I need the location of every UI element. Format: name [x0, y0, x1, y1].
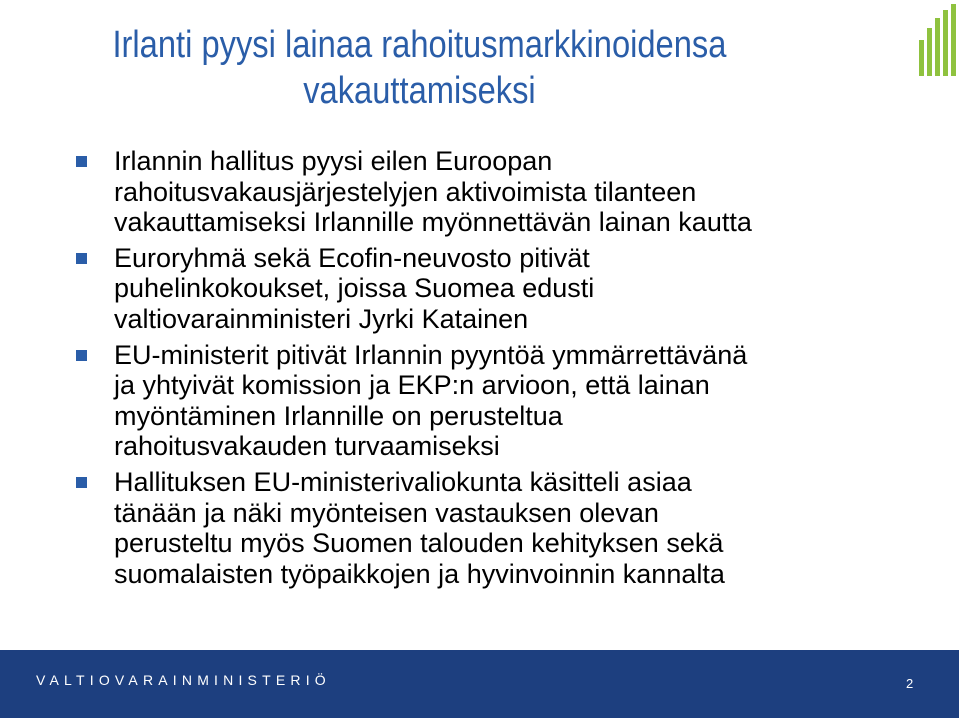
bullet-line: puhelinkokoukset, joissa Suomea edusti [114, 273, 595, 304]
bullet-line: Irlannin hallitus pyysi eilen Euroopan [114, 146, 553, 176]
bullet-line: ja yhtyivät komission ja EKP:n arvioon, että lainan [114, 370, 710, 401]
square-bullet-icon [76, 156, 87, 167]
bullet-line: rahoitusvakauden turvaamiseksi [114, 431, 500, 462]
ministry-wordmark: VALTIOVARAINMINISTERIÖ [36, 672, 331, 688]
footer-bar [0, 650, 959, 718]
bullet-line: Hallituksen EU-ministerivaliokunta käsitteli asiaa [114, 466, 692, 497]
bullet-item [72, 243, 942, 335]
bullet-line: vakauttamiseksi Irlannille myönnettävän lainan kautta [114, 207, 752, 238]
bullet-text [114, 467, 942, 589]
square-bullet-icon [76, 253, 87, 264]
bullet-line: suomalaisten työpaikkojen ja hyvinvoinnin kannalta [114, 558, 725, 589]
slide-title-line: vakauttamiseksi [303, 70, 536, 112]
page-number: 2 [906, 676, 914, 691]
bullet-line: valtiovarainministeri Jyrki Katainen [114, 303, 529, 334]
square-bullet-icon [76, 350, 87, 361]
bullet-line: tänään ja näki myönteisen vastauksen olevan [114, 497, 659, 528]
bullet-line: myöntäminen Irlannille on perusteltua [114, 400, 563, 431]
bullet-text [114, 340, 942, 462]
bullet-line: EU-ministerit pitivät Irlannin pyyntöä ymmärrettävänä [114, 339, 748, 370]
bullet-item [72, 467, 942, 589]
square-bullet-icon [76, 477, 87, 488]
bullet-line: rahoitusvakausjärjestelyjen aktivoimista tilanteen [114, 176, 697, 207]
bullet-list [72, 146, 942, 594]
bullet-text [114, 146, 942, 238]
bullet-line: Euroryhmä sekä Ecofin-neuvosto pitivät [114, 242, 590, 273]
logo-bars-icon [915, 0, 959, 80]
slide-title [112, 22, 727, 114]
bullet-line: perusteltu myös Suomen talouden kehityksen sekä [114, 528, 724, 559]
bullet-item [72, 146, 942, 238]
bullet-item [72, 340, 942, 462]
slide-title-line: Irlanti pyysi lainaa rahoitusmarkkinoidensa [112, 24, 727, 66]
bullet-text [114, 243, 942, 335]
